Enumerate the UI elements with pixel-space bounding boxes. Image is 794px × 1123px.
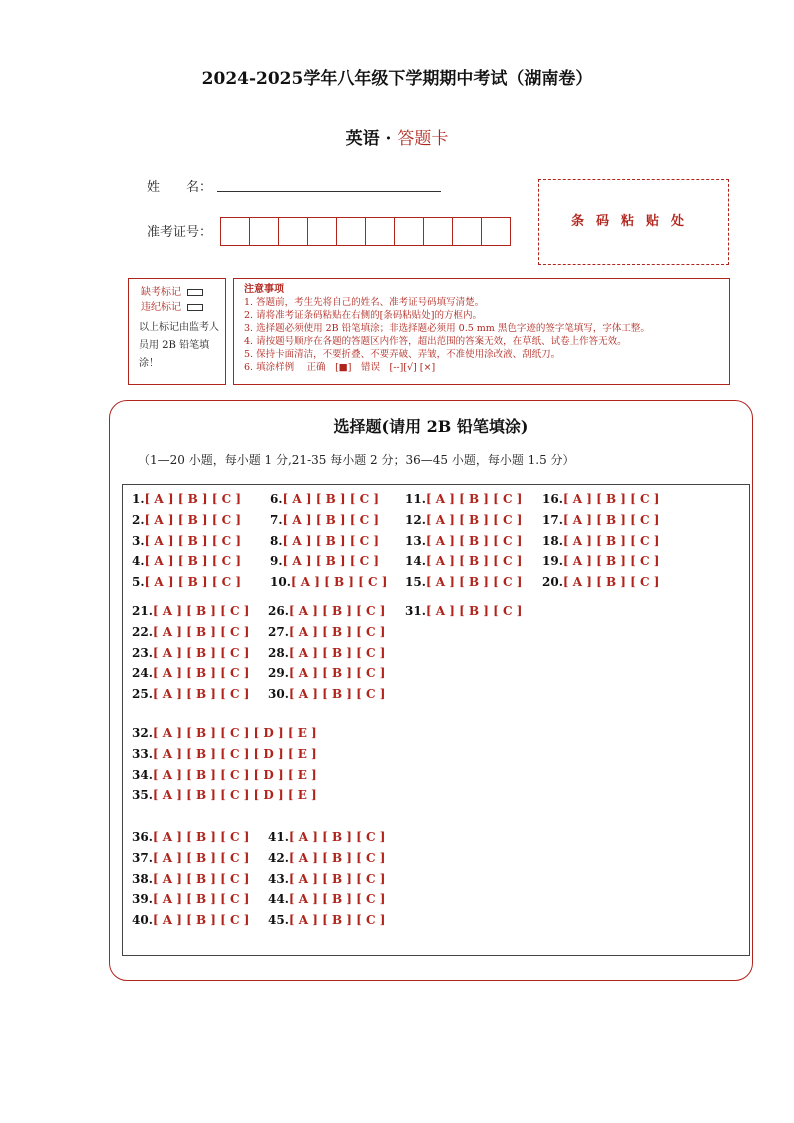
question-item[interactable]: [132, 604, 249, 618]
answer-options[interactable]: [ A ] [ B ] [ C ]: [282, 554, 380, 569]
mark-legend-box: [128, 278, 226, 385]
notice-item: 4. 请按题号顺序在各题的答题区内作答，超出范围的答案无效，在草纸、试卷上作答无效。: [244, 336, 627, 347]
question-number: 37.: [132, 850, 153, 865]
answer-options[interactable]: [ A ] [ B ] [ C ]: [288, 913, 386, 928]
answer-options[interactable]: [ A ] [ B ] [ C ]: [425, 512, 523, 527]
question-number: 43.: [268, 871, 289, 886]
answer-options[interactable]: [ A ] [ B ] [ C ]: [425, 575, 523, 590]
question-number: 25.: [132, 687, 153, 702]
question-number: 33.: [132, 746, 153, 761]
question-number: 42.: [268, 850, 289, 865]
question-item[interactable]: [268, 646, 385, 660]
answer-options[interactable]: [ A ] [ B ] [ C ]: [152, 850, 250, 865]
question-number: 39.: [132, 892, 153, 907]
question-number: 21.: [132, 604, 153, 618]
question-item[interactable]: [268, 604, 385, 618]
question-item[interactable]: [270, 575, 387, 589]
question-item[interactable]: [405, 575, 522, 589]
answer-options[interactable]: [ A ] [ B ] [ C ]: [425, 492, 523, 506]
answer-options[interactable]: [ A ] [ B ] [ C ]: [282, 512, 380, 527]
id-digit-box[interactable]: [220, 217, 250, 246]
question-number: 16.: [542, 492, 563, 506]
question-item[interactable]: [268, 687, 385, 701]
violation-mark-box[interactable]: [187, 304, 203, 311]
answer-options[interactable]: [ A ] [ B ] [ C ]: [152, 624, 250, 639]
answer-options[interactable]: [ A ] [ B ] [ C ]: [282, 533, 380, 548]
question-number: 1.: [132, 492, 145, 506]
absent-mark-label: 缺考标记: [141, 287, 181, 298]
question-number: 41.: [268, 830, 289, 844]
question-number: 26.: [268, 604, 289, 618]
question-item[interactable]: [268, 625, 385, 639]
question-number: 10.: [270, 575, 291, 590]
answer-options[interactable]: [ A ] [ B ] [ C ]: [144, 492, 242, 506]
question-item[interactable]: [132, 666, 249, 680]
question-number: 7.: [270, 512, 283, 527]
answer-options[interactable]: [ A ] [ B ] [ C ] [ D ] [ E ]: [152, 767, 317, 782]
answer-options[interactable]: [ A ] [ B ] [ C ]: [425, 604, 523, 618]
answer-options[interactable]: [ A ] [ B ] [ C ]: [144, 533, 242, 548]
absent-mark-box[interactable]: [187, 289, 203, 296]
question-number: 38.: [132, 871, 153, 886]
notice-item: 3. 选择题必须使用 2B 铅笔填涂；非选择题必须用 0.5 mm 黑色字迹的签字笔填写，字体工整。: [244, 323, 650, 334]
question-item[interactable]: [132, 788, 317, 802]
question-item[interactable]: [405, 534, 522, 548]
notice-list: [244, 296, 729, 374]
question-number: 5.: [132, 575, 145, 590]
question-number: 31.: [405, 604, 426, 618]
answer-options[interactable]: [ A ] [ B ] [ C ]: [152, 645, 250, 660]
question-number: 6.: [270, 492, 283, 506]
id-label: 准考证号：: [147, 225, 213, 240]
question-item[interactable]: [268, 892, 385, 906]
question-item[interactable]: [132, 554, 241, 568]
answer-options[interactable]: [ A ] [ B ] [ C ]: [152, 871, 250, 886]
question-item[interactable]: [132, 747, 317, 761]
id-digit-box[interactable]: [452, 217, 482, 246]
question-number: 4.: [132, 554, 145, 569]
question-number: 36.: [132, 830, 153, 844]
question-number: 8.: [270, 533, 283, 548]
answer-options[interactable]: [ A ] [ B ] [ C ]: [152, 687, 250, 702]
question-number: 18.: [542, 533, 563, 548]
answer-options[interactable]: [ A ] [ B ] [ C ]: [288, 604, 386, 618]
question-item[interactable]: [405, 513, 522, 527]
question-item[interactable]: [405, 492, 522, 506]
question-number: 2.: [132, 512, 145, 527]
violation-mark-row: [129, 300, 225, 315]
question-item[interactable]: [270, 534, 379, 548]
question-number: 30.: [268, 687, 289, 702]
question-item[interactable]: [405, 554, 522, 568]
question-number: 34.: [132, 767, 153, 782]
question-number: 29.: [268, 666, 289, 681]
id-digit-box[interactable]: [394, 217, 424, 246]
answer-options[interactable]: [ A ] [ B ] [ C ]: [288, 666, 386, 681]
id-digit-box[interactable]: [336, 217, 366, 246]
notice-title: 注意事项: [244, 284, 284, 295]
question-item[interactable]: [132, 892, 249, 906]
section-subtitle: （1—20 小题，每小题 1 分,21-35 每小题 2 分；36—45 小题，每小题 1.5 分）: [138, 453, 575, 467]
answer-options[interactable]: [ A ] [ B ] [ C ]: [288, 645, 386, 660]
answer-options[interactable]: [ A ] [ B ] [ C ]: [562, 492, 660, 506]
mark-note: 以上标记由监考人员用 2B 铅笔填涂！: [139, 322, 219, 369]
notice-item: 5. 保持卡面清洁，不要折叠、不要弄破、弄皱，不准使用涂改液、刮纸刀。: [244, 349, 561, 360]
question-number: 9.: [270, 554, 283, 569]
absent-mark-row: [129, 285, 225, 300]
answer-options[interactable]: [ A ] [ B ] [ C ]: [282, 492, 380, 506]
question-number: 19.: [542, 554, 563, 569]
answer-options[interactable]: [ A ] [ B ] [ C ]: [152, 913, 250, 928]
question-item[interactable]: [542, 575, 659, 589]
question-number: 12.: [405, 512, 426, 527]
question-item[interactable]: [132, 872, 249, 886]
question-item[interactable]: [132, 575, 241, 589]
barcode-label: 条码粘贴处: [570, 214, 696, 229]
answer-options[interactable]: [ A ] [ B ] [ C ]: [425, 533, 523, 548]
notice-item: 6. 填涂样例 正确 [■] 错误 [--][√] [×]: [244, 362, 436, 373]
violation-mark-label: 违纪标记: [141, 302, 181, 313]
question-item[interactable]: [268, 851, 385, 865]
id-digit-box[interactable]: [249, 217, 279, 246]
answer-options[interactable]: [ A ] [ B ] [ C ]: [562, 533, 660, 548]
question-number: 32.: [132, 726, 153, 740]
question-item[interactable]: [132, 768, 317, 782]
question-number: 28.: [268, 645, 289, 660]
question-item[interactable]: [542, 554, 659, 568]
page-title: 2024-2025学年八年级下学期期中考试（湖南卷）: [201, 69, 593, 89]
question-number: 20.: [542, 575, 563, 590]
answer-options[interactable]: [ A ] [ B ] [ C ]: [288, 687, 386, 702]
question-item[interactable]: [132, 726, 317, 740]
question-number: 22.: [132, 624, 153, 639]
question-number: 44.: [268, 892, 289, 907]
question-item[interactable]: [270, 513, 379, 527]
id-digit-box[interactable]: [307, 217, 337, 246]
answer-options[interactable]: [ A ] [ B ] [ C ]: [562, 575, 660, 590]
question-item[interactable]: [132, 913, 249, 927]
answer-options[interactable]: [ A ] [ B ] [ C ]: [290, 575, 388, 590]
id-number-boxes[interactable]: [221, 217, 511, 246]
id-digit-box[interactable]: [278, 217, 308, 246]
question-number: 35.: [132, 788, 153, 803]
answer-options[interactable]: [ A ] [ B ] [ C ] [ D ] [ E ]: [152, 788, 317, 803]
question-item[interactable]: [405, 604, 522, 618]
question-item[interactable]: [542, 534, 659, 548]
answer-options[interactable]: [ A ] [ B ] [ C ]: [152, 604, 250, 618]
subject-label: 英语: [345, 129, 380, 149]
answer-options[interactable]: [ A ] [ B ] [ C ]: [144, 554, 242, 569]
question-item[interactable]: [270, 554, 379, 568]
question-number: 3.: [132, 533, 145, 548]
question-number: 17.: [542, 512, 563, 527]
question-number: 11.: [405, 492, 426, 506]
question-number: 27.: [268, 624, 289, 639]
answer-options[interactable]: [ A ] [ B ] [ C ] [ D ] [ E ]: [152, 726, 317, 740]
answer-options[interactable]: [ A ] [ B ] [ C ]: [288, 830, 386, 844]
answer-options[interactable]: [ A ] [ B ] [ C ]: [288, 624, 386, 639]
question-number: 40.: [132, 913, 153, 928]
question-item[interactable]: [542, 492, 659, 506]
answer-options[interactable]: [ A ] [ B ] [ C ]: [288, 871, 386, 886]
card-label: 答题卡: [397, 129, 449, 149]
question-item[interactable]: [542, 513, 659, 527]
id-digit-box[interactable]: [481, 217, 511, 246]
answer-options[interactable]: [ A ] [ B ] [ C ]: [152, 892, 250, 907]
question-item[interactable]: [268, 666, 385, 680]
name-label: 姓 名：: [147, 180, 213, 195]
answer-options[interactable]: [ A ] [ B ] [ C ]: [288, 892, 386, 907]
question-number: 13.: [405, 533, 426, 548]
answer-options[interactable]: [ A ] [ B ] [ C ] [ D ] [ E ]: [152, 746, 317, 761]
question-item[interactable]: [270, 492, 379, 506]
question-item[interactable]: [132, 830, 249, 844]
answer-options[interactable]: [ A ] [ B ] [ C ]: [562, 554, 660, 569]
question-item[interactable]: [268, 830, 385, 844]
question-item[interactable]: [132, 851, 249, 865]
notice-box: [233, 278, 730, 385]
section-title: 选择题(请用 2B 铅笔填涂): [333, 417, 529, 436]
answer-options[interactable]: [ A ] [ B ] [ C ]: [288, 850, 386, 865]
question-item[interactable]: [132, 492, 241, 506]
answer-options[interactable]: [ A ] [ B ] [ C ]: [144, 575, 242, 590]
answer-options[interactable]: [ A ] [ B ] [ C ]: [144, 512, 242, 527]
id-digit-box[interactable]: [423, 217, 453, 246]
question-item[interactable]: [132, 534, 241, 548]
name-field[interactable]: [217, 190, 441, 192]
question-number: 14.: [405, 554, 426, 569]
question-item[interactable]: [132, 646, 249, 660]
notice-item: 1. 答题前，考生先将自己的姓名、准考证号码填写清楚。: [244, 297, 485, 308]
question-item[interactable]: [132, 687, 249, 701]
card-subtitle: [0, 124, 794, 149]
question-item[interactable]: [132, 625, 249, 639]
barcode-area: [538, 179, 729, 265]
id-digit-box[interactable]: [365, 217, 395, 246]
question-number: 45.: [268, 913, 289, 928]
question-item[interactable]: [268, 913, 385, 927]
question-number: 23.: [132, 645, 153, 660]
answer-options[interactable]: [ A ] [ B ] [ C ]: [425, 554, 523, 569]
question-number: 24.: [132, 666, 153, 681]
answer-options[interactable]: [ A ] [ B ] [ C ]: [152, 830, 250, 844]
answer-options[interactable]: [ A ] [ B ] [ C ]: [152, 666, 250, 681]
question-number: 15.: [405, 575, 426, 590]
question-item[interactable]: [132, 513, 241, 527]
question-item[interactable]: [268, 872, 385, 886]
answer-options[interactable]: [ A ] [ B ] [ C ]: [562, 512, 660, 527]
separator: ·: [385, 129, 392, 149]
notice-item: 2. 请将准考证条码粘贴在右侧的[条码粘贴处]的方框内。: [244, 310, 482, 321]
